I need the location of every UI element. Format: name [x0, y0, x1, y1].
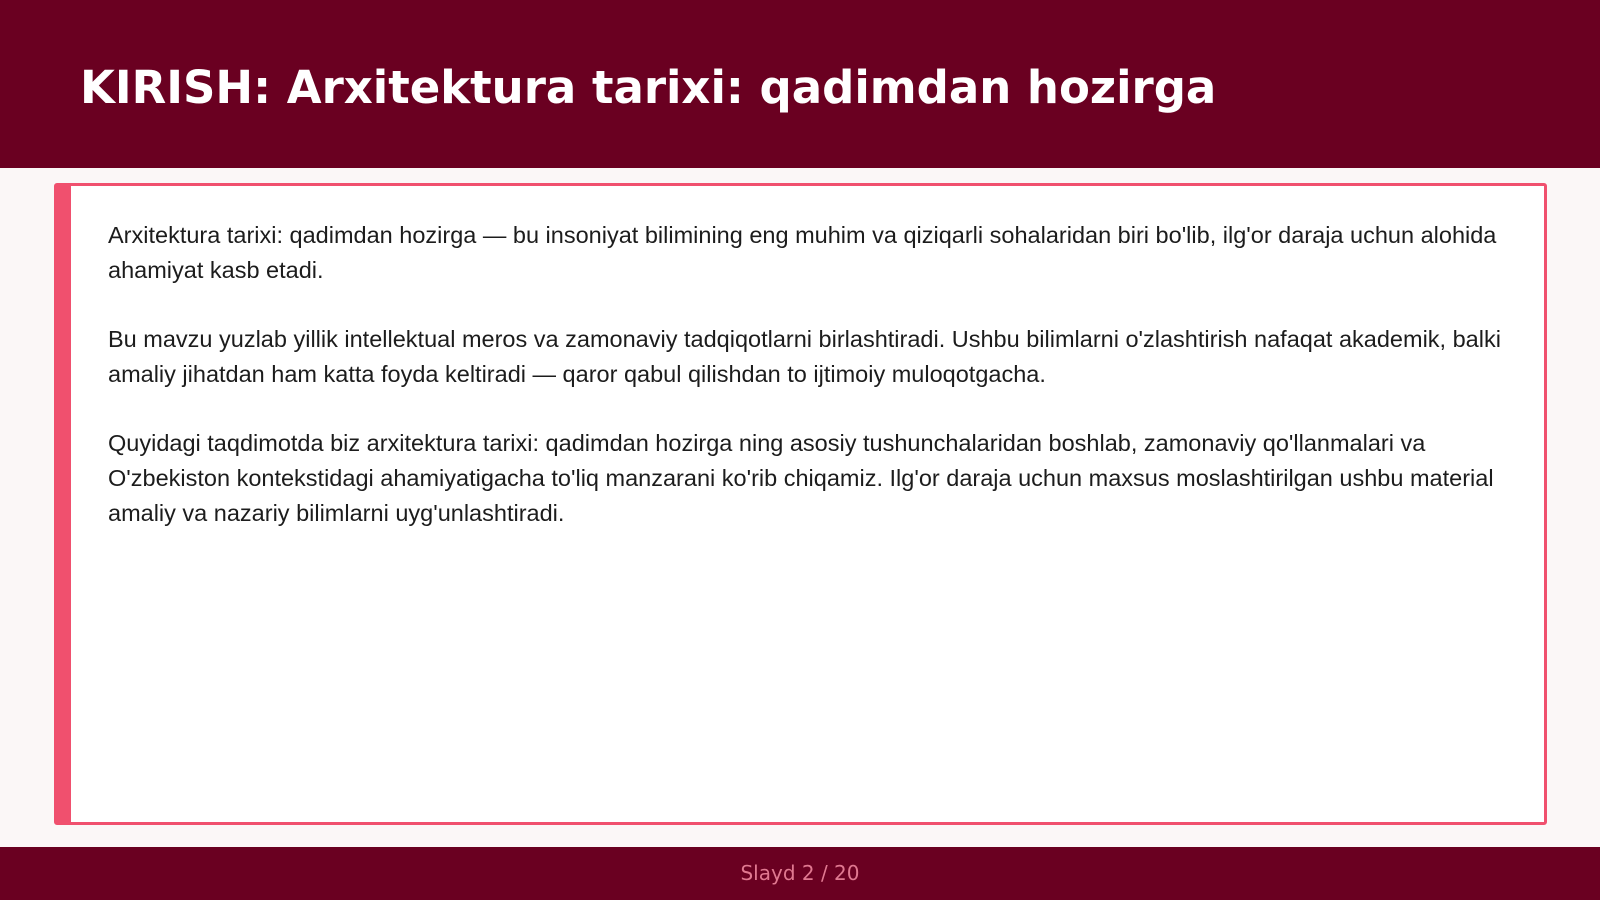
paragraph-overview: Quyidagi taqdimotda biz arxitektura tarixi: qadimdan hozirga ning asosiy tushunchalaridan boshlab, zamonaviy qo'llanmalari va O'zbekiston kontekstidagi ahamiyatigacha to'liq manzarani ko'rib chiqamiz. Ilg'or daraja uchun maxsus moslashtirilgan ushbu material amaliy va nazariy bilimlarni uyg'unlashtiradi. — [108, 430, 1494, 526]
paragraph-heritage: Bu mavzu yuzlab yillik intellektual meros va zamonaviy tadqiqotlarni birlashtiradi. Ushbu bilimlarni o'zlashtirish nafaqat akademik, balki amaliy jihatdan ham katta foyda keltiradi — qaror qabul qilishdan to ijtimoiy muloqotgacha. — [108, 326, 1501, 387]
slide-number: Slayd 2 / 20 — [740, 861, 860, 885]
slide-title: KIRISH: Arxitektura tarixi: qadimdan hozirga — [80, 61, 1217, 114]
slide-footer — [0, 847, 1600, 900]
paragraph-intro: Arxitektura tarixi: qadimdan hozirga — bu insoniyat bilimining eng muhim va qiziqarli sohalaridan biri bo'lib, ilg'or daraja uchun alohida ahamiyat kasb etadi. — [108, 222, 1497, 283]
content-card — [54, 183, 1547, 825]
slide-header — [0, 0, 1600, 168]
content-body — [108, 218, 1528, 565]
